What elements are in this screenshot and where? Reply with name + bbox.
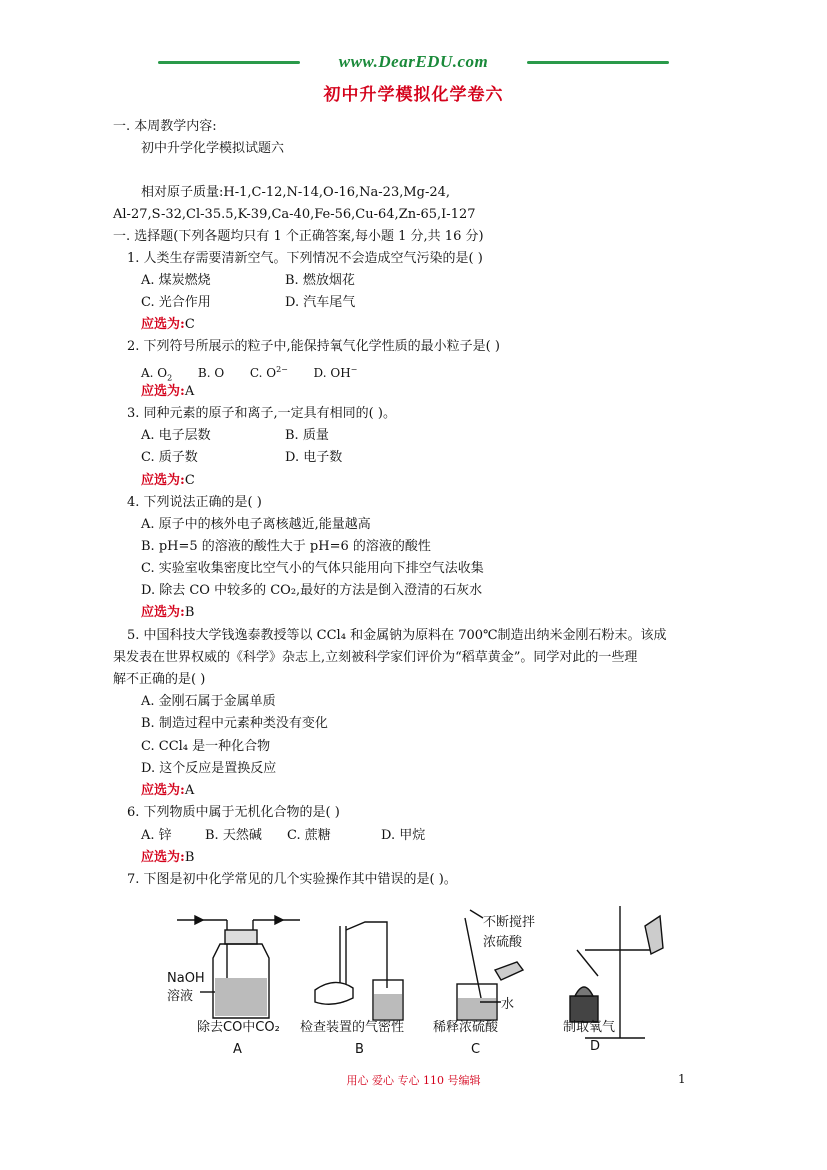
question-1-option-d: D. 汽车尾气 xyxy=(285,295,356,310)
page-number: 1 xyxy=(678,1072,686,1086)
question-1-stem: 1. 人类生存需要清新空气。下列情况不会造成空气污染的是( ) xyxy=(127,251,483,266)
question-1-option-a: A. 煤炭燃烧 xyxy=(141,273,211,288)
label-naoh: NaOH xyxy=(167,971,205,986)
site-header[interactable]: www.DearEDU.com xyxy=(338,52,489,71)
question-2-option-d: D. OH− xyxy=(313,365,358,380)
caption-b: 检查装置的气密性 xyxy=(300,1020,405,1035)
letter-c: C xyxy=(471,1042,481,1057)
question-1-option-b: B. 燃放烟花 xyxy=(285,273,355,288)
section-subtitle: 初中升学化学模拟试题六 xyxy=(141,141,285,156)
answer-label: 应选为: xyxy=(141,605,185,620)
question-3-answer xyxy=(141,472,195,490)
question-4-option-a: A. 原子中的核外电子离核越近,能量越高 xyxy=(141,517,371,532)
atomic-mass-line-1: 相对原子质量:H-1,C-12,N-14,O-16,Na-23,Mg-24, xyxy=(141,185,451,200)
gas-washing-bottle-icon xyxy=(177,916,300,1018)
question-5-option-b: B. 制造过程中元素种类没有变化 xyxy=(141,716,328,731)
caption-a: 除去CO中CO₂ xyxy=(197,1020,280,1035)
question-5-stem-line-1: 5. 中国科技大学钱逸泰教授等以 CCl₄ 和金属钠为原料在 700℃制造出纳米金刚石粉末。该成 xyxy=(127,628,667,643)
question-6-option-b: B. 天然碱 xyxy=(205,828,262,843)
question-4-option-b: B. pH=5 的溶液的酸性大于 pH=6 的溶液的酸性 xyxy=(141,539,431,554)
airtightness-check-icon xyxy=(315,922,403,1020)
question-3-option-a: A. 电子层数 xyxy=(141,428,211,443)
question-6-option-a: A. 锌 xyxy=(141,828,172,843)
question-6-stem: 6. 下列物质中属于无机化合物的是( ) xyxy=(127,805,340,820)
question-6-answer xyxy=(141,849,194,867)
letter-a: A xyxy=(233,1042,242,1057)
question-6-option-c: C. 蔗糖 xyxy=(287,828,331,843)
experiment-illustration xyxy=(165,898,685,1063)
question-4-option-c: C. 实验室收集密度比空气小的气体只能用向下排空气法收集 xyxy=(141,561,484,576)
question-4-option-d: D. 除去 CO 中较多的 CO₂,最好的方法是倒入澄清的石灰水 xyxy=(141,583,483,598)
footer-text: 用心 爱心 专心 110 号编辑 xyxy=(346,1074,481,1087)
question-4-stem: 4. 下列说法正确的是( ) xyxy=(127,495,262,510)
answer-value: C xyxy=(184,317,195,332)
question-6-option-d: D. 甲烷 xyxy=(381,828,426,843)
experiment-figure xyxy=(165,898,685,1063)
question-5-option-d: D. 这个反应是置换反应 xyxy=(141,761,277,776)
question-2-option-a: A. $O_2$ xyxy=(141,366,173,383)
answer-value: B xyxy=(184,605,195,620)
caption-d: 制取氧气 xyxy=(563,1020,616,1035)
question-1-answer xyxy=(141,316,195,334)
question-5-option-a: A. 金刚石属于金属单质 xyxy=(141,694,276,709)
question-1-option-c: C. 光合作用 xyxy=(141,295,211,310)
question-2-option-c: C. $O^{2-}$ xyxy=(249,365,288,380)
question-5-stem-line-3: 解不正确的是( ) xyxy=(113,672,206,687)
label-acid: 浓硫酸 xyxy=(483,935,523,950)
atomic-mass-line-2: Al-27,S-32,Cl-35.5,K-39,Ca-40,Fe-56,Cu-64,Zn-65,I-127 xyxy=(113,207,476,222)
letter-d: D xyxy=(590,1039,601,1054)
answer-value: A xyxy=(184,783,195,798)
answer-label: 应选为: xyxy=(141,317,185,332)
answer-label: 应选为: xyxy=(141,473,185,488)
question-3-stem: 3. 同种元素的原子和离子,一定具有相同的( )。 xyxy=(127,406,396,421)
oxygen-preparation-icon xyxy=(570,906,663,1038)
answer-value: A xyxy=(184,384,195,399)
question-3-option-c: C. 质子数 xyxy=(141,450,198,465)
answer-label: 应选为: xyxy=(141,850,185,865)
answer-label: 应选为: xyxy=(141,783,185,798)
question-5-option-c: C. CCl₄ 是一种化合物 xyxy=(141,739,271,754)
caption-c: 稀释浓硫酸 xyxy=(433,1020,499,1035)
question-5-answer xyxy=(141,782,194,800)
answer-value: C xyxy=(184,473,195,488)
letter-b: B xyxy=(355,1042,364,1057)
question-3-option-b: B. 质量 xyxy=(285,428,329,443)
label-solution: 溶液 xyxy=(167,989,194,1004)
question-3-option-d: D. 电子数 xyxy=(285,450,343,465)
label-stir: 不断搅拌 xyxy=(483,915,536,930)
label-water: 水 xyxy=(501,997,515,1012)
question-4-answer xyxy=(141,604,194,622)
question-2-option-b: B. O xyxy=(197,366,225,380)
section-heading-choice: 一. 选择题(下列各题均只有 1 个正确答案,每小题 1 分,共 16 分) xyxy=(113,229,484,244)
question-5-stem-line-2: 果发表在世界权威的《科学》杂志上,立刻被科学家们评价为“稻草黄金”。同学对此的一些理 xyxy=(113,650,638,665)
page-title: 初中升学模拟化学卷六 xyxy=(323,85,504,105)
answer-label: 应选为: xyxy=(141,384,185,399)
question-2-stem: 2. 下列符号所展示的粒子中,能保持氧气化学性质的最小粒子是( ) xyxy=(127,339,500,354)
question-7-stem: 7. 下图是初中化学常见的几个实验操作其中错误的是( )。 xyxy=(127,872,457,887)
question-2-answer xyxy=(141,383,194,401)
answer-value: B xyxy=(184,850,195,865)
section-heading-content: 一. 本周教学内容: xyxy=(113,119,217,134)
